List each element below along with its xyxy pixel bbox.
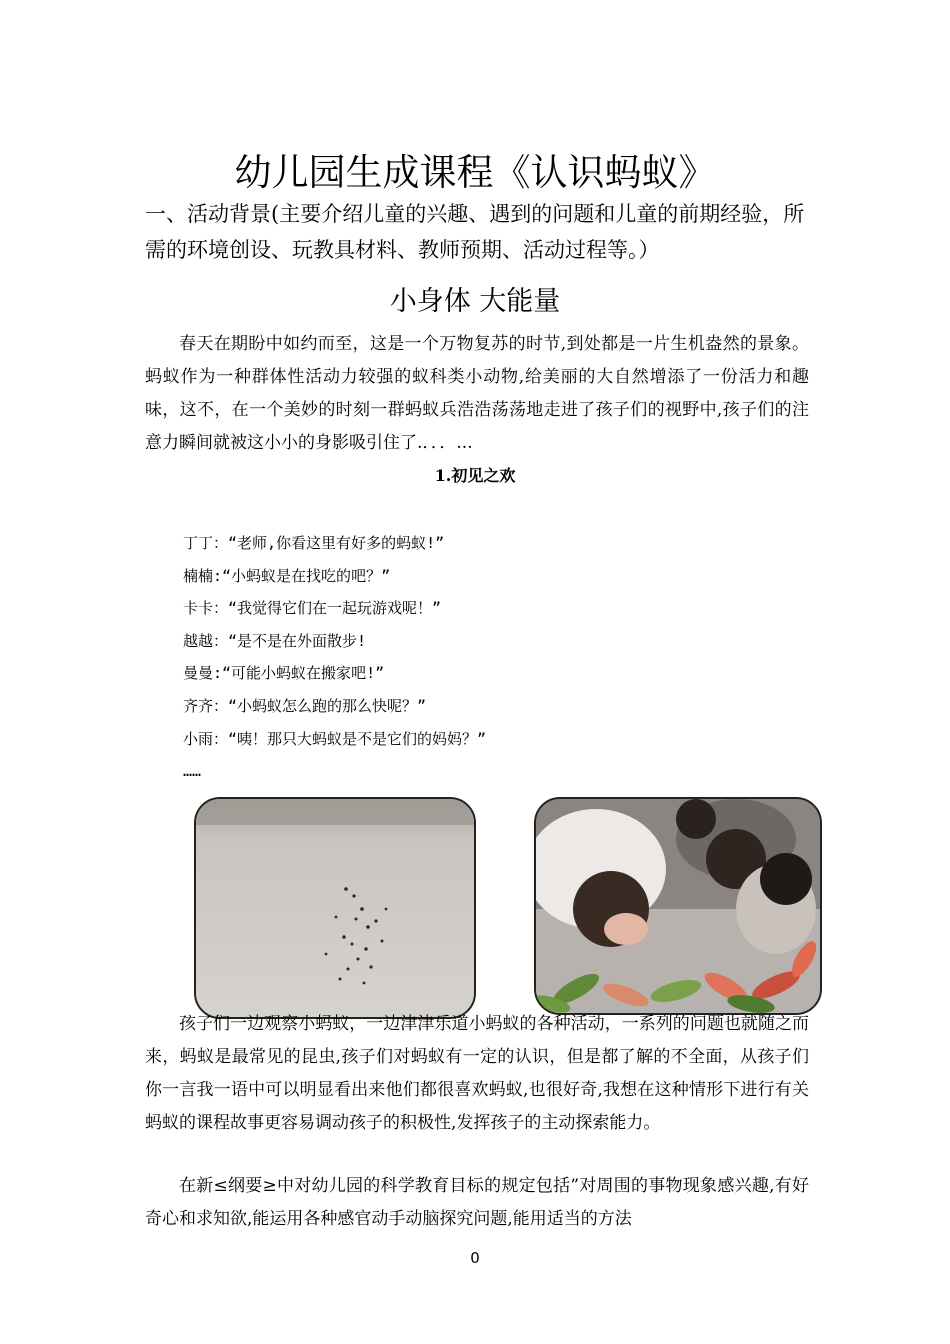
section-subtitle: 小身体 大能量: [389, 286, 561, 317]
dialogue-line: 越越：“是不是在外面散步!: [183, 631, 367, 650]
ants-photo-image: [196, 799, 474, 1017]
ants-photo: [194, 797, 476, 1019]
page-number: 0: [470, 1249, 480, 1267]
dialogue-line: ……: [183, 762, 202, 781]
dialogue-line: 小雨：“咦！那只大蚂蚁是不是它们的妈妈？”: [183, 729, 487, 748]
intro-paragraph: 春天在期盼中如约而至，这是一个万物复苏的时节,到处都是一片生机盎然的景象。蚂蚁作为一种群体性活动力较强的蚁科类小动物,给美丽的大自然增添了一份活力和趣味，这不，在一个美妙的时刻一群蚂蚁兵浩浩荡荡地走进了孩子们的视野中,孩子们的注意力瞬间就被这小小的身影吸引住了.．．．...: [145, 334, 809, 453]
children-photo: [534, 797, 822, 1015]
dialogue-line: 楠楠:“小蚂蚁是在找吃的吧？”: [183, 566, 391, 585]
background-heading: 一、活动背景(主要介绍儿童的兴趣、遇到的问题和儿童的前期经验，所需的环境创设、玩教具材料、教师预期、活动过程等。）: [145, 202, 805, 262]
dialogue-line: 齐齐：“小蚂蚁怎么跑的那么快呢？”: [183, 696, 427, 715]
guideline-paragraph: 在新≤纲要≥中对幼儿园的科学教育目标的规定包括”对周围的事物现象感兴趣,有好奇心和求知欲,能运用各种感官动手动脑探究问题,能用适当的方法: [145, 1176, 809, 1229]
dialogue-line: 卡卡：“我觉得它们在一起玩游戏呢！”: [183, 599, 442, 618]
dialogue-list: [183, 527, 783, 788]
children-photo-image: [536, 799, 820, 1013]
dialogue-line: 丁丁：“老师,你看这里有好多的蚂蚁!”: [183, 534, 445, 552]
observation-paragraph: 孩子们一边观察小蚂蚁，一边津津乐道小蚂蚁的各种活动，一系列的问题也就随之而来，蚂蚁是最常见的昆虫,孩子们对蚂蚁有一定的认识，但是都了解的不全面，从孩子们你一言我一语中可以明显看出来他们都很喜欢蚂蚁,也很好奇,我想在这种情形下进行有关蚂蚁的课程故事更容易调动孩子的积极性,发挥孩子的主动探索能力。: [145, 1014, 809, 1133]
document-title: 幼儿园生成课程《认识蚂蚁》: [234, 150, 716, 194]
section-1-title: 1.初见之欢: [434, 466, 516, 485]
dialogue-line: 曼曼:“可能小蚂蚁在搬家吧!”: [183, 664, 385, 683]
